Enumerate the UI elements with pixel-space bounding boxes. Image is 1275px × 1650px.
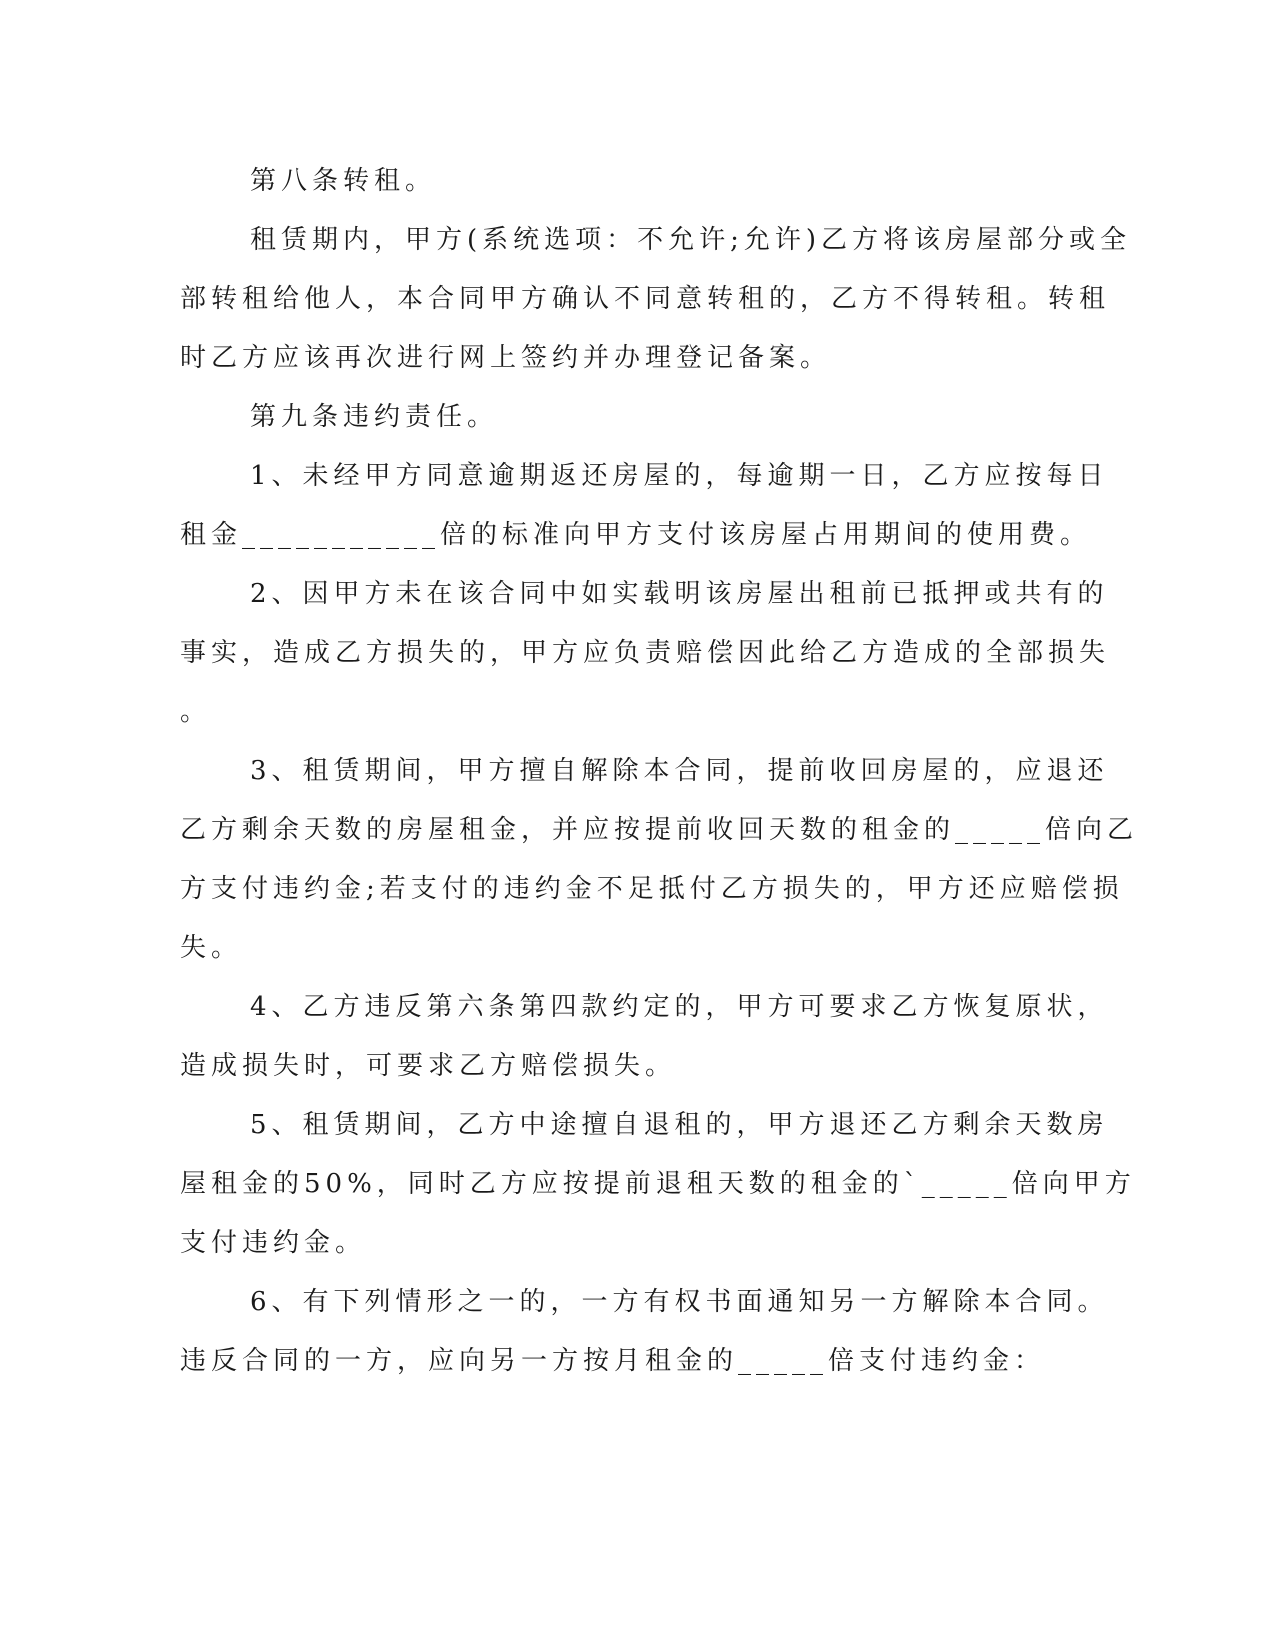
clause-2-line: 。 — [180, 697, 212, 727]
paragraph-line: 租赁期内，甲方(系统选项：不允许;允许)乙方将该房屋部分或全 — [250, 225, 1132, 255]
clause-6-line: 6、有下列情形之一的，一方有权书面通知另一方解除本合同。 — [250, 1287, 1109, 1317]
clause-3-line: 方支付违约金;若支付的违约金不足抵付乙方损失的，甲方还应赔偿损 — [180, 874, 1124, 904]
clause-5-line: 支付违约金。 — [180, 1228, 367, 1258]
clause-1-line: 1、未经甲方同意逾期返还房屋的，每逾期一日，乙方应按每日 — [250, 461, 1109, 491]
clause-4-line: 造成损失时，可要求乙方赔偿损失。 — [180, 1051, 677, 1081]
section-9-heading: 第九条违约责任。 — [250, 402, 499, 432]
clause-4-line: 4、乙方违反第六条第四款约定的，甲方可要求乙方恢复原状， — [250, 992, 1109, 1022]
paragraph-line: 时乙方应该再次进行网上签约并办理登记备案。 — [180, 343, 832, 373]
clause-6-line: 违反合同的一方，应向另一方按月租金的_____倍支付违约金： — [180, 1346, 1046, 1376]
clause-5-line: 5、租赁期间，乙方中途擅自退租的，甲方退还乙方剩余天数房 — [250, 1110, 1109, 1140]
clause-3-line: 失。 — [180, 933, 243, 963]
clause-5-line: 屋租金的50%，同时乙方应按提前退租天数的租金的`_____倍向甲方 — [180, 1169, 1136, 1199]
section-8-heading: 第八条转租。 — [250, 166, 437, 196]
clause-2-line: 2、因甲方未在该合同中如实载明该房屋出租前已抵押或共有的 — [250, 579, 1109, 609]
clause-3-line: 乙方剩余天数的房屋租金，并应按提前收回天数的租金的_____倍向乙 — [180, 815, 1139, 845]
clause-1-line: 租金___________倍的标准向甲方支付该房屋占用期间的使用费。 — [180, 520, 1092, 550]
clause-2-line: 事实，造成乙方损失的，甲方应负责赔偿因此给乙方造成的全部损失 — [180, 638, 1111, 668]
paragraph-line: 部转租给他人，本合同甲方确认不同意转租的，乙方不得转租。转租 — [180, 284, 1111, 314]
clause-3-line: 3、租赁期间，甲方擅自解除本合同，提前收回房屋的，应退还 — [250, 756, 1109, 786]
